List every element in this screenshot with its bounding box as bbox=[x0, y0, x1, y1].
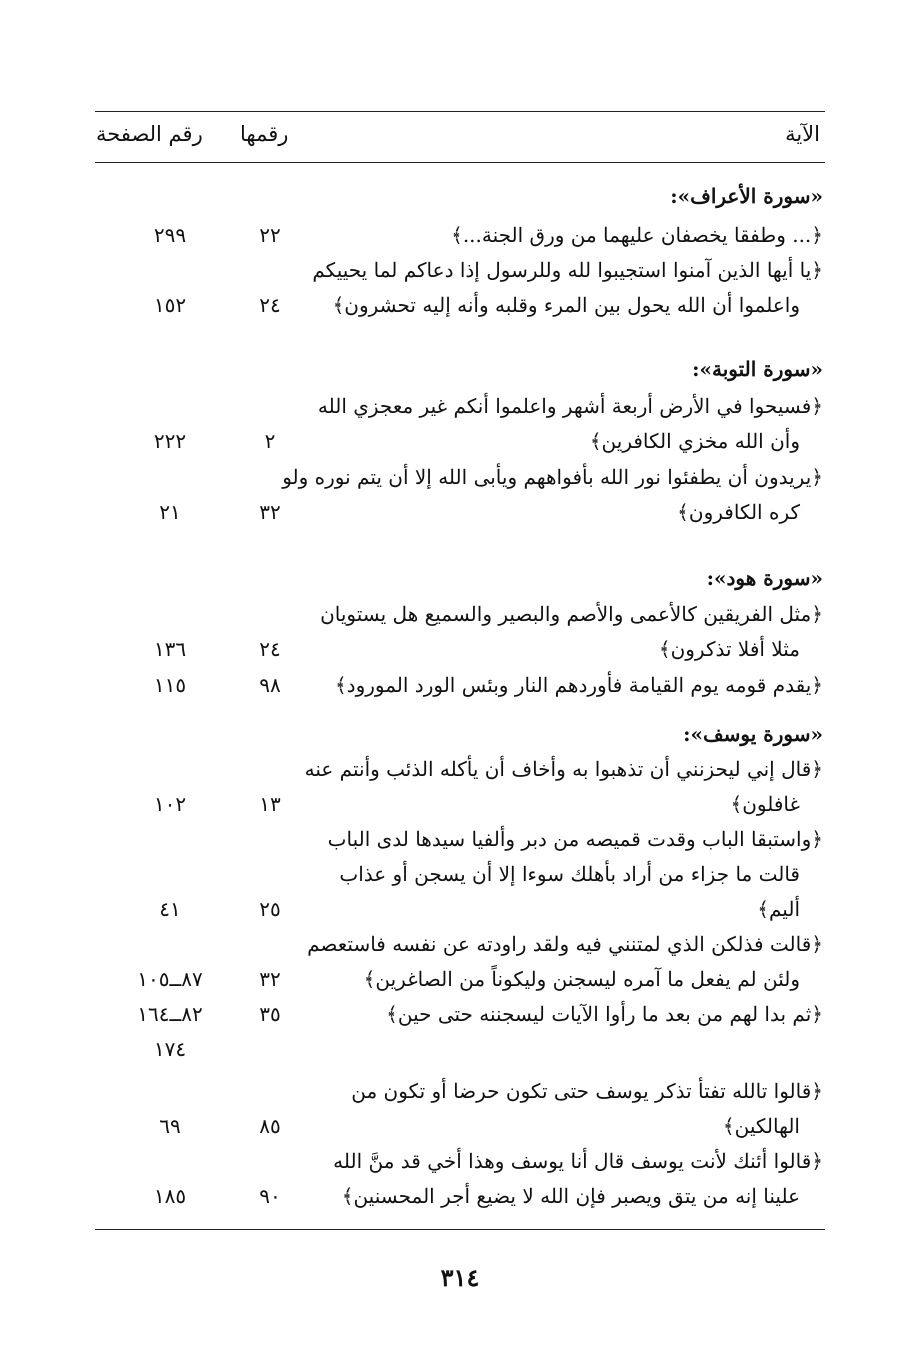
sura-heading: «سورة هود»: bbox=[706, 566, 823, 590]
verse-line: ﴿... وطفقا يخصفان عليهما من ورق الجنة...﴾ bbox=[451, 223, 823, 247]
verse-line: الهالكين﴾ bbox=[722, 1114, 800, 1138]
verse-line: ﴿يا أيها الذين آمنوا استجيبوا لله وللرسول إذا دعاكم لما يحييكم bbox=[312, 258, 823, 282]
page-reference: ١٨٥ bbox=[153, 1184, 187, 1208]
verse-number: ٣٥ bbox=[259, 1002, 281, 1026]
page-reference: ٢٩٩ bbox=[153, 223, 187, 247]
page-reference-continued: ١٧٤ bbox=[153, 1037, 187, 1061]
header-page-number: رقم الصفحة bbox=[96, 122, 203, 146]
sura-heading: «سورة الأعراف»: bbox=[670, 184, 823, 208]
page-reference: ٨٢ــ١٦٤ bbox=[137, 1002, 203, 1026]
page-reference: ٤١ bbox=[159, 897, 181, 921]
verse-line: ﴿يقدم قومه يوم القيامة فأوردهم النار وبئس الورد المورود﴾ bbox=[334, 673, 823, 697]
verse-line: ﴿قالوا تالله تفتأ تذكر يوسف حتى تكون حرضا أو تكون من bbox=[351, 1079, 823, 1103]
verse-line: ﴿قالوا أئنك لأنت يوسف قال أنا يوسف وهذا أخي قد منَّ الله bbox=[333, 1149, 823, 1173]
page-number: ٣١٤ bbox=[440, 1263, 480, 1292]
page-reference: ١١٥ bbox=[153, 673, 187, 697]
verse-number: ٣٢ bbox=[259, 500, 281, 524]
verse-line: ﴿قال إني ليحزنني أن تذهبوا به وأخاف أن يأكله الذئب وأنتم عنه bbox=[304, 757, 823, 781]
verse-number: ٢ bbox=[264, 429, 276, 453]
verse-number: ٣٢ bbox=[259, 967, 281, 991]
verse-line: ﴿ثم بدا لهم من بعد ما رأوا الآيات ليسجننه حتى حين﴾ bbox=[386, 1002, 823, 1026]
verse-line: قالت ما جزاء من أراد بأهلك سوءا إلا أن يسجن أو عذاب bbox=[339, 862, 800, 886]
sura-heading: «سورة يوسف»: bbox=[683, 722, 823, 746]
header-verse-number: رقمها bbox=[240, 122, 289, 146]
verse-line: غافلون﴾ bbox=[730, 792, 800, 816]
verse-line: ﴿واستبقا الباب وقدت قميصه من دبر وألفيا سيدها لدى الباب bbox=[327, 827, 823, 851]
verse-number: ٩٨ bbox=[259, 673, 281, 697]
verse-line: وأن الله مخزي الكافرين﴾ bbox=[589, 429, 800, 453]
verse-number: ٩٠ bbox=[259, 1184, 281, 1208]
page-reference: ٢٢٢ bbox=[153, 429, 187, 453]
verse-number: ٨٥ bbox=[259, 1114, 281, 1138]
header-rule bbox=[95, 162, 825, 163]
page-reference: ٢١ bbox=[159, 500, 181, 524]
top-rule bbox=[95, 111, 825, 112]
verse-number: ٢٤ bbox=[259, 637, 281, 661]
verse-number: ٢٥ bbox=[259, 897, 281, 921]
verse-line: ﴿مثل الفريقين كالأعمى والأصم والبصير والسميع هل يستويان bbox=[320, 602, 823, 626]
verse-line: ﴿فسيحوا في الأرض أربعة أشهر واعلموا أنكم غير معجزي الله bbox=[317, 394, 823, 418]
verse-number: ٢٢ bbox=[259, 223, 281, 247]
sura-heading: «سورة التوبة»: bbox=[692, 357, 823, 381]
page-reference: ١٥٢ bbox=[153, 293, 187, 317]
page-reference: ١٣٦ bbox=[153, 637, 187, 661]
verse-number: ١٣ bbox=[259, 792, 281, 816]
verse-line: مثلا أفلا تذكرون﴾ bbox=[658, 637, 800, 661]
page-reference: ١٠٢ bbox=[153, 792, 187, 816]
verse-line: علينا إنه من يتق ويصبر فإن الله لا يضيع أجر المحسنين﴾ bbox=[341, 1184, 800, 1208]
page-reference: ٨٧ــ١٠٥ bbox=[137, 967, 203, 991]
bottom-rule bbox=[95, 1229, 825, 1230]
verse-line: كره الكافرون﴾ bbox=[677, 500, 800, 524]
verse-line: ﴿قالت فذلكن الذي لمتنني فيه ولقد راودته عن نفسه فاستعصم bbox=[307, 932, 823, 956]
verse-line: واعلموا أن الله يحول بين المرء وقلبه وأنه إليه تحشرون﴾ bbox=[332, 293, 800, 317]
verse-number: ٢٤ bbox=[259, 293, 281, 317]
header-aya: الآية bbox=[785, 122, 820, 146]
verse-line: ولئن لم يفعل ما آمره ليسجنن وليكوناً من الصاغرين﴾ bbox=[363, 967, 800, 991]
verse-line: ﴿يريدون أن يطفئوا نور الله بأفواههم ويأبى الله إلا أن يتم نوره ولو bbox=[282, 465, 823, 489]
verse-line: أليم﴾ bbox=[757, 897, 800, 921]
page-reference: ٦٩ bbox=[159, 1114, 181, 1138]
